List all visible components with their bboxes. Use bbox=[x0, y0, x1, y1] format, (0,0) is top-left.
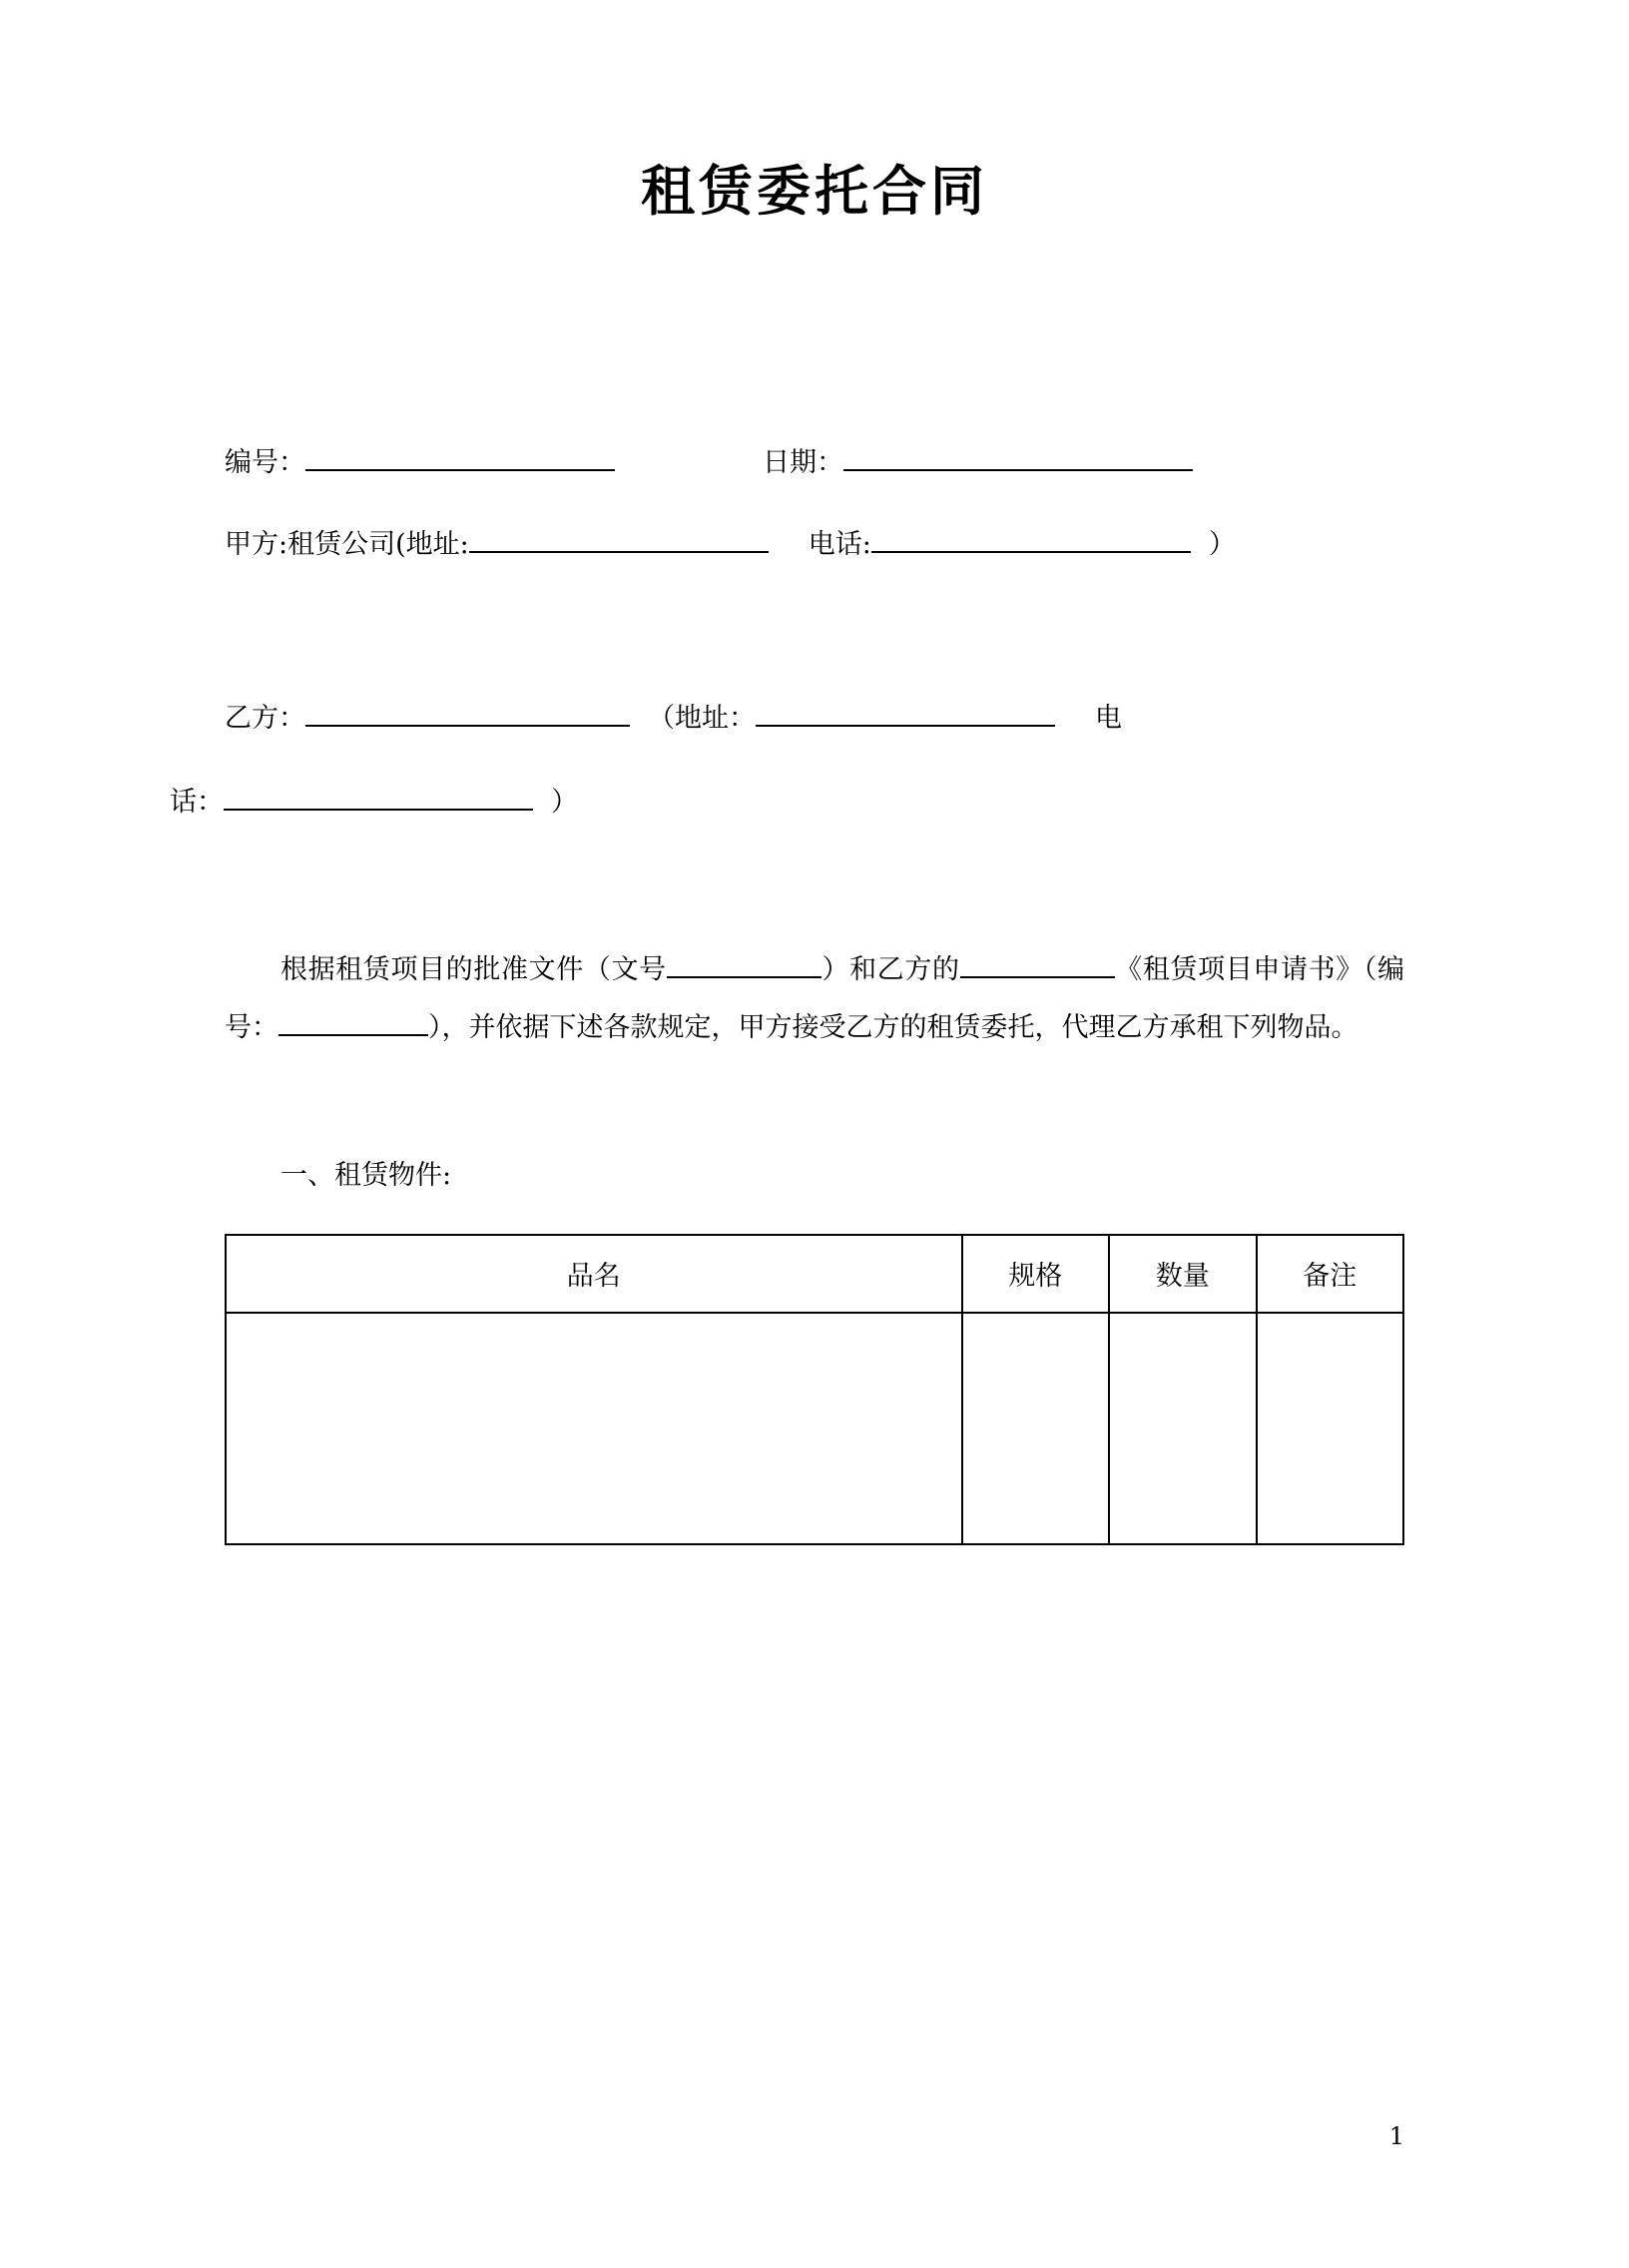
table-row bbox=[226, 1313, 1403, 1544]
party-b-address-label: （地址： bbox=[648, 702, 756, 734]
party-b-label: 乙方： bbox=[225, 702, 305, 734]
intro-seg-5: ），并依据下述各款规定，甲方接受乙方的租赁委 bbox=[428, 1011, 1008, 1043]
table-header-row bbox=[226, 1235, 1403, 1313]
party-b-address-blank[interactable] bbox=[756, 698, 1055, 727]
cell-name[interactable] bbox=[226, 1313, 962, 1544]
number-label: 编号： bbox=[225, 446, 305, 478]
intro-seg-4: 目申请书》（编号： bbox=[225, 953, 1405, 1043]
party-b-phone-blank[interactable] bbox=[224, 782, 533, 811]
intro-seg-2: ）和乙方的 bbox=[820, 953, 960, 985]
column-header-quantity: 数量 bbox=[1109, 1235, 1257, 1313]
cell-spec[interactable] bbox=[962, 1313, 1110, 1544]
date-input-blank[interactable] bbox=[843, 442, 1193, 471]
party-b-close-paren: ） bbox=[551, 786, 578, 818]
section-one-heading: 一、租赁物件: bbox=[280, 1159, 452, 1191]
cell-quantity[interactable] bbox=[1109, 1313, 1257, 1544]
date-label: 日期： bbox=[763, 446, 843, 478]
party-b-name-blank[interactable] bbox=[305, 698, 630, 727]
intro-paragraph bbox=[225, 941, 1404, 1057]
number-input-blank[interactable] bbox=[305, 442, 615, 471]
intro-seg-6: 托，代理乙方承租下列物品。 bbox=[1007, 1011, 1358, 1043]
party-a-phone-blank[interactable] bbox=[871, 524, 1191, 553]
party-a-address-blank[interactable] bbox=[469, 524, 769, 553]
party-b-phone-label-a: 电 bbox=[1095, 702, 1122, 734]
intro-seg-3: 《租赁项 bbox=[1114, 953, 1226, 985]
party-a-close-paren: ） bbox=[1208, 528, 1236, 560]
field-row-party-a bbox=[225, 524, 1404, 558]
column-header-remark: 备注 bbox=[1257, 1235, 1404, 1313]
intro-seg-1: 根据租赁项目的批准文件（文号 bbox=[280, 953, 667, 985]
party-a-phone-label: 电话: bbox=[808, 528, 871, 560]
field-row-party-b-phone bbox=[170, 782, 1404, 816]
rental-items-table bbox=[225, 1234, 1404, 1545]
header-fields bbox=[170, 442, 1404, 818]
field-row-party-b bbox=[225, 698, 1404, 732]
doc-number-blank[interactable] bbox=[667, 952, 821, 978]
document-page bbox=[0, 160, 1629, 2268]
cell-remark[interactable] bbox=[1257, 1313, 1404, 1544]
application-date-blank[interactable] bbox=[960, 952, 1115, 978]
party-b-phone-label-b: 话： bbox=[170, 786, 224, 818]
field-row-number-date bbox=[225, 442, 1404, 476]
column-header-name: 品名 bbox=[226, 1235, 962, 1313]
page-number: 1 bbox=[1388, 2122, 1404, 2150]
column-header-spec: 规格 bbox=[962, 1235, 1110, 1313]
page-title: 租赁委托合同 bbox=[641, 160, 988, 223]
party-a-label: 甲方:租赁公司(地址: bbox=[225, 528, 469, 560]
application-number-blank[interactable] bbox=[278, 1010, 428, 1036]
